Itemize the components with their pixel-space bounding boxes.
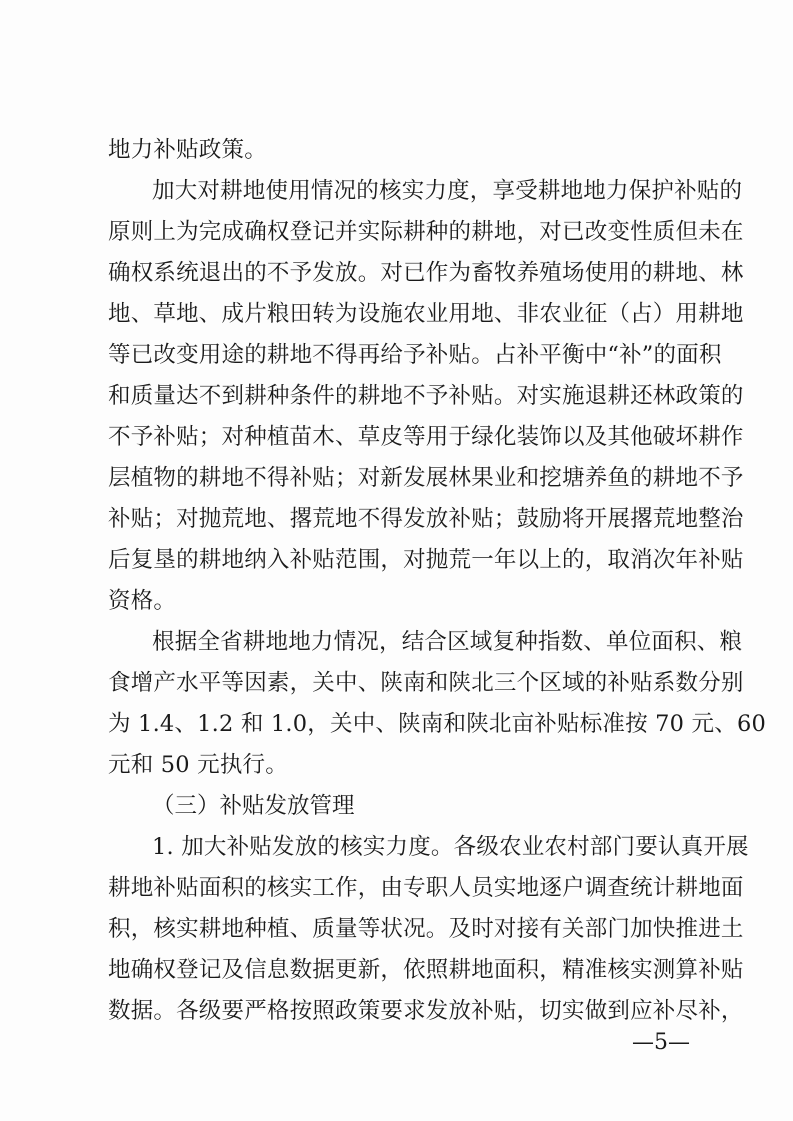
text-line: 等已改变用途的耕地不得再给予补贴。占补平衡中“补”的面积 xyxy=(108,342,722,368)
text-line: 积，核实耕地种植、质量等状况。及时对接有关部门加快推进土 xyxy=(108,916,744,942)
text-line: 元和 50 元执行。 xyxy=(108,752,288,778)
section-heading: （三）补贴发放管理 xyxy=(152,793,355,819)
text-line: 地、草地、成片粮田转为设施农业用地、非农业征（占）用耕地 xyxy=(108,301,744,327)
text-line: 地力补贴政策。 xyxy=(108,137,267,163)
text-line: 后复垦的耕地纳入补贴范围，对抛荒一年以上的，取消次年补贴 xyxy=(108,547,744,573)
text-line: 资格。 xyxy=(108,588,177,614)
text-line: 数据。各级要严格按照政策要求发放补贴，切实做到应补尽补， xyxy=(108,998,744,1024)
text-line: 为 1.4、1.2 和 1.0，关中、陕南和陕北亩补贴标准按 70 元、60 xyxy=(108,711,766,737)
text-line: 食增产水平等因素，关中、陕南和陕北三个区域的补贴系数分别 xyxy=(108,670,744,696)
text-line: 地确权登记及信息数据更新，依照耕地面积，精准核实测算补贴 xyxy=(108,957,744,983)
text-line: 耕地补贴面积的核实工作，由专职人员实地逐户调查统计耕地面 xyxy=(108,875,744,901)
text-line: 加大对耕地使用情况的核实力度，享受耕地地力保护补贴的 xyxy=(152,178,743,204)
text-line: 不予补贴；对种植苗木、草皮等用于绿化装饰以及其他破坏耕作 xyxy=(108,424,744,450)
text-line: 层植物的耕地不得补贴；对新发展林果业和挖塘养鱼的耕地不予 xyxy=(108,465,744,491)
text-line: 原则上为完成确权登记并实际耕种的耕地，对已改变性质但未在 xyxy=(108,219,744,245)
text-line: 和质量达不到耕种条件的耕地不予补贴。对实施退耕还林政策的 xyxy=(108,383,744,409)
text-line: 补贴；对抛荒地、撂荒地不得发放补贴；鼓励将开展撂荒地整治 xyxy=(108,506,744,532)
text-line: 1. 加大补贴发放的核实力度。各级农业农村部门要认真开展 xyxy=(152,834,749,860)
page-number: —5— xyxy=(632,1030,690,1055)
text-line: 根据全省耕地地力情况，结合区域复种指数、单位面积、粮 xyxy=(152,629,743,655)
text-line: 确权系统退出的不予发放。对已作为畜牧养殖场使用的耕地、林 xyxy=(108,260,744,286)
